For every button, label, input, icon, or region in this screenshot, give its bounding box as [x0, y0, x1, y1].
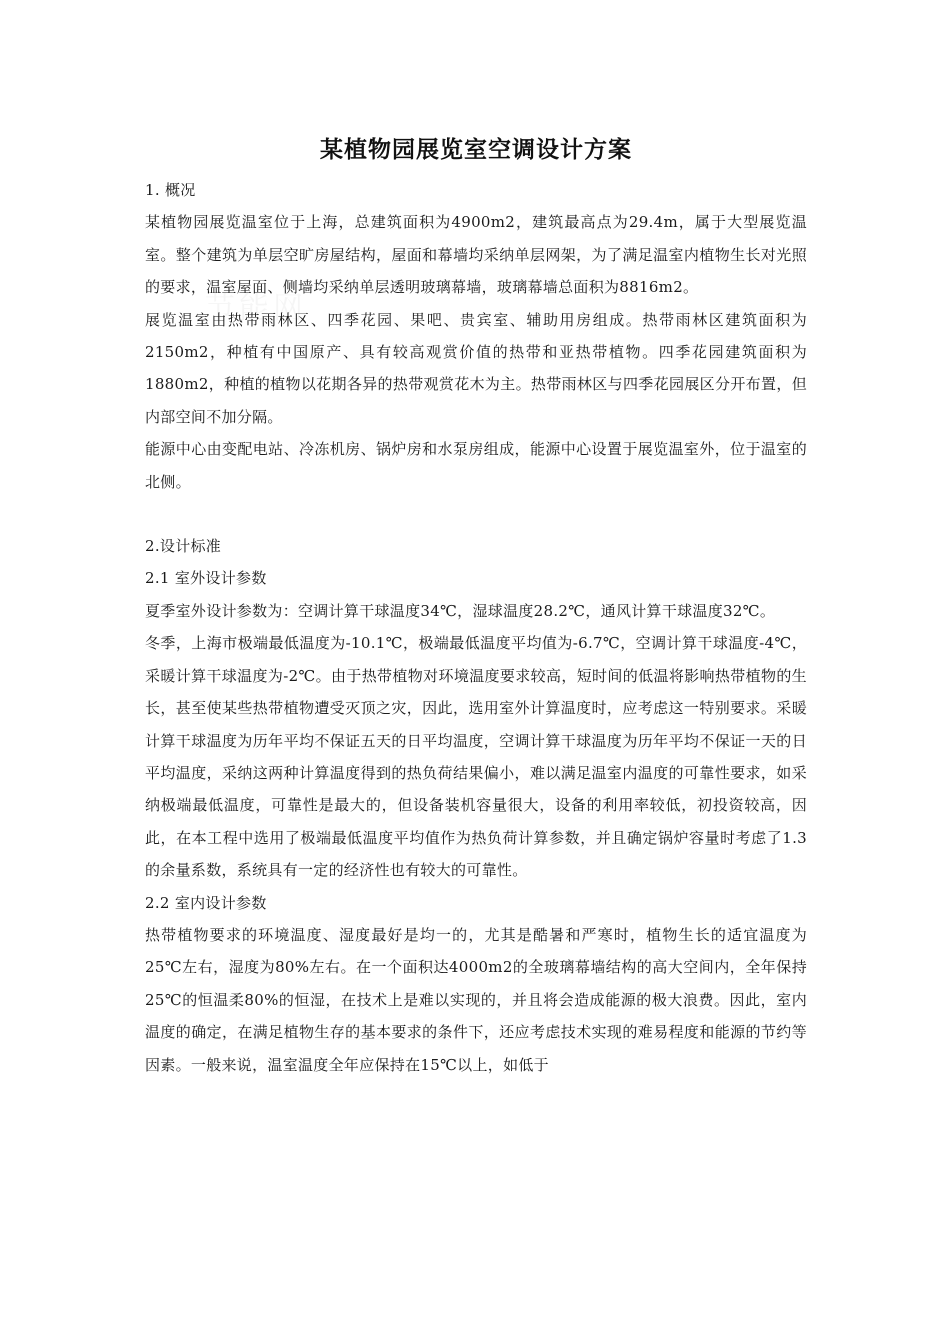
section-overview	[145, 174, 807, 498]
paragraph: 冬季，上海市极端最低温度为-10.1℃，极端最低温度平均值为-6.7℃，空调计算干球温度-4℃，采暖计算干球温度为-2℃。由于热带植物对环境温度要求较高，短时间的低温将影响热带植物的生长，甚至使某些热带植物遭受灭顶之灾，因此，选用室外计算温度时，应考虑这一特别要求。采暖计算干球温度为历年平均不保证五天的日平均温度，空调计算干球温度为历年平均不保证一天的日平均温度，采纳这两种计算温度得到的热负荷结果偏小，难以满足温室内温度的可靠性要求，如采纳极端最低温度，可靠性是最大的，但设备装机容量很大，设备的利用率较低，初投资较高，因此，在本工程中选用了极端最低温度平均值作为热负荷计算参数，并且确定锅炉容量时考虑了1.3的余量系数，系统具有一定的经济性也有较大的可靠性。	[145, 634, 807, 880]
section-design-standards	[145, 530, 807, 1081]
paragraph: 能源中心由变配电站、冷冻机房、锅炉房和水泵房组成，能源中心设置于展览温室外，位于温室的北侧。	[145, 440, 807, 491]
section-spacer	[145, 498, 807, 530]
paragraph: 热带植物要求的环境温度、湿度最好是均一的，尤其是酷暑和严寒时，植物生长的适宜温度为25℃左右，湿度为80%左右。在一个面积达4000m2的全玻璃幕墙结构的高大空间内，全年保持25℃的恒温柔80%的恒湿，在技术上是难以实现的，并且将会造成能源的极大浪费。因此，室内温度的确定，在满足植物生存的基本要求的条件下，还应考虑技术实现的难易程度和能源的节约等因素。一般来说，温室温度全年应保持在15℃以上，如低于	[145, 925, 807, 1074]
paragraph: 展览温室由热带雨林区、四季花园、果吧、贵宾室、辅助用房组成。热带雨林区建筑面积为2150m2，种植有中国原产、具有较高观赏价值的热带和亚热带植物。四季花园建筑面积为1880m2，种植的植物以花期各异的热带观赏花木为主。热带雨林区与四季花园展区分开布置，但内部空间不加分隔。	[145, 310, 807, 426]
subsection-heading: 2.1 室外设计参数	[145, 569, 267, 588]
subsection-indoor-parameters	[145, 887, 807, 1081]
paragraph: 夏季室外设计参数为：空调计算干球温度34℃，湿球温度28.2℃，通风计算干球温度32℃。	[145, 601, 776, 620]
subsection-outdoor-parameters	[145, 562, 807, 886]
section-heading: 1. 概况	[145, 181, 196, 199]
paragraph: 某植物园展览温室位于上海，总建筑面积为4900m2，建筑最高点为29.4m，属于大型展览温室。整个建筑为单层空旷房屋结构，屋面和幕墙均采纳单层网架，为了满足温室内植物生长对光照的要求，温室屋面、侧墙均采纳单层透明玻璃幕墙，玻璃幕墙总面积为8816m2。	[145, 213, 807, 297]
subsection-heading: 2.2 室内设计参数	[145, 893, 267, 912]
document-title: 某植物园展览室空调设计方案	[320, 137, 632, 163]
section-heading: 2.设计标准	[145, 537, 222, 556]
document-body	[145, 128, 807, 1081]
